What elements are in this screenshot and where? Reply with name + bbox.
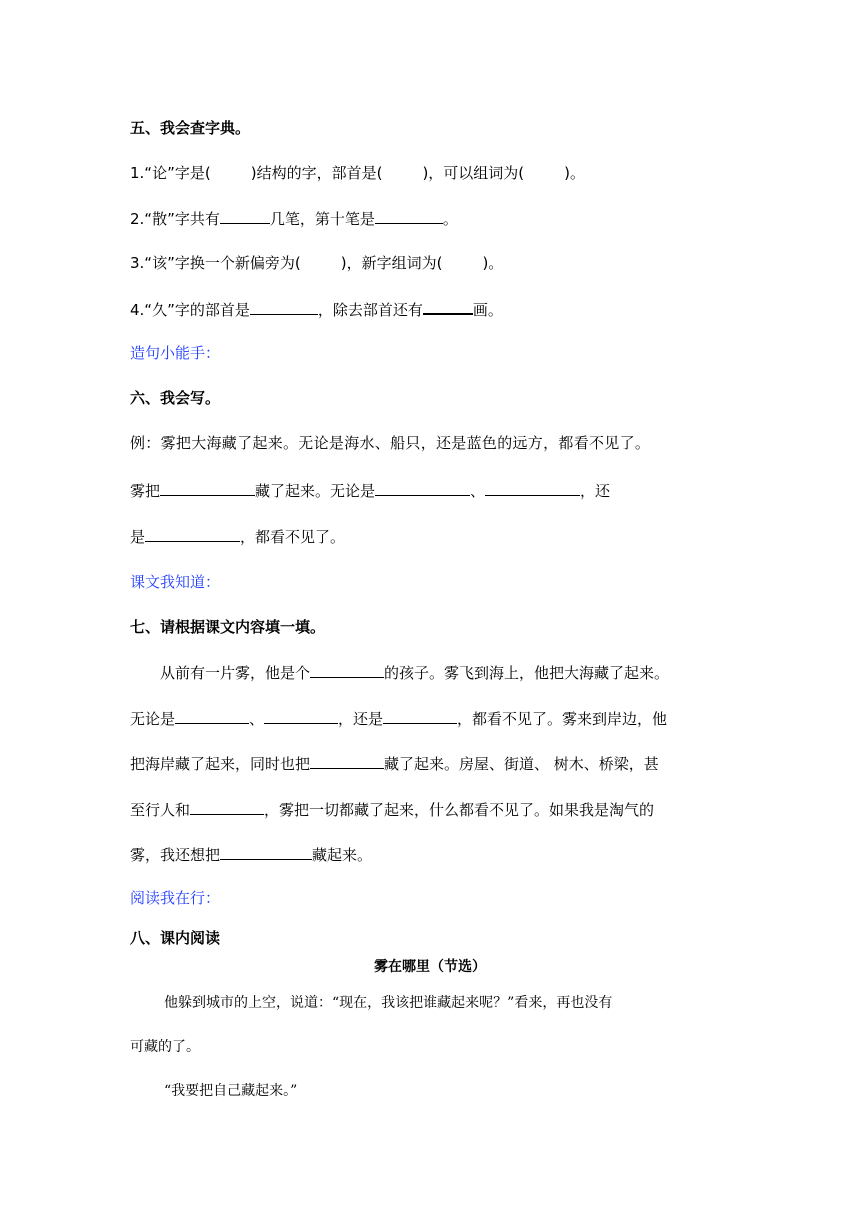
section7-title: 七、请根据课文内容填一填。 xyxy=(130,618,326,636)
q7-text: ，还是 xyxy=(338,710,384,728)
answer-blank[interactable] xyxy=(175,708,249,724)
passage-title: 雾在哪里（节选） xyxy=(374,959,486,975)
heading-reading: 阅读我在行： xyxy=(130,889,221,907)
q7-text: 无论是 xyxy=(130,710,176,728)
q5-3-text-a: 3.“该”字换一个新偏旁为( xyxy=(130,254,301,272)
answer-blank[interactable] xyxy=(220,208,270,224)
q5-3-text-b: )，新字组词为( xyxy=(340,254,443,272)
answer-blank[interactable] xyxy=(264,708,338,724)
q5-2-text-c: 。 xyxy=(442,210,458,228)
q7-para-line1 xyxy=(160,662,669,683)
answer-blank[interactable] xyxy=(250,299,318,315)
passage-para2: “我要把自己藏起来。” xyxy=(164,1083,298,1099)
q6-text-c: 、 xyxy=(470,482,486,500)
q7-para-line2 xyxy=(130,708,667,729)
q5-1-text-b: )结构的字，部首是( xyxy=(250,164,383,182)
answer-blank[interactable] xyxy=(190,799,264,815)
q5-4-text-b: ，除去部首还有 xyxy=(317,301,423,319)
q7-para-line5 xyxy=(130,844,372,865)
q6-text-f: ，都看不见了。 xyxy=(240,528,346,546)
answer-blank[interactable] xyxy=(160,480,255,496)
q7-text: ，都看不见了。雾来到岸边，他 xyxy=(457,710,668,728)
q5-1-text-c: )，可以组词为( xyxy=(422,164,525,182)
q7-text: 至行人和 xyxy=(130,801,191,819)
q6-line2 xyxy=(130,526,345,547)
q7-text: ，雾把一切都藏了起来，什么都看不见了。如果我是淘气的 xyxy=(264,801,655,819)
section8-title: 八、课内阅读 xyxy=(130,929,221,947)
q5-3-text-c: )。 xyxy=(482,254,504,272)
answer-blank[interactable] xyxy=(220,844,312,860)
q5-2-text-b: 几笔，第十笔是 xyxy=(269,210,375,228)
q5-4 xyxy=(130,298,503,320)
q5-1 xyxy=(130,163,585,183)
answer-blank[interactable] xyxy=(485,480,580,496)
q7-text: 把海岸藏了起来，同时也把 xyxy=(130,755,311,773)
answer-blank[interactable] xyxy=(375,208,443,224)
section5-title: 五、我会查字典。 xyxy=(130,119,251,137)
answer-blank[interactable] xyxy=(375,480,470,496)
q6-text-d: ，还 xyxy=(580,482,611,500)
passage-para1-line1: 他躲到城市的上空，说道：“现在，我该把谁藏起来呢？”看来，再也没有 xyxy=(164,995,613,1011)
q5-1-text-a: 1.“论”字是( xyxy=(130,164,211,182)
q5-4-text-a: 4.“久”字的部首是 xyxy=(130,301,250,319)
q7-text: 藏起来。 xyxy=(312,846,373,864)
q7-para-line4 xyxy=(130,799,654,820)
q5-1-text-d: )。 xyxy=(564,164,586,182)
q6-text-e: 是 xyxy=(130,528,146,546)
answer-blank[interactable] xyxy=(423,298,473,315)
example-sentence: 例：雾把大海藏了起来。无论是海水、船只，还是蓝色的远方，都看不见了。 xyxy=(130,434,651,452)
answer-blank[interactable] xyxy=(310,753,384,769)
q5-3 xyxy=(130,253,503,273)
q7-text: 从前有一片雾，他是个 xyxy=(160,664,311,682)
answer-blank[interactable] xyxy=(310,662,384,678)
answer-blank[interactable] xyxy=(383,708,457,724)
heading-sentence-maker: 造句小能手： xyxy=(130,344,221,362)
heading-text-knowledge: 课文我知道： xyxy=(130,573,221,591)
q6-text-b: 藏了起来。无论是 xyxy=(255,482,376,500)
q5-2-text-a: 2.“散”字共有 xyxy=(130,210,220,228)
q5-4-text-c: 画。 xyxy=(472,301,503,319)
q7-para-line3 xyxy=(130,753,659,774)
q7-text: 、 xyxy=(249,710,265,728)
q6-line1 xyxy=(130,480,610,501)
q7-text: 藏了起来。房屋、街道、 树木、桥梁，甚 xyxy=(384,755,659,773)
passage-para1-line2: 可藏的了。 xyxy=(130,1039,200,1055)
q7-text: 的孩子。雾飞到海上，他把大海藏了起来。 xyxy=(384,664,670,682)
q5-2 xyxy=(130,208,458,229)
q6-text-a: 雾把 xyxy=(130,482,161,500)
answer-blank[interactable] xyxy=(145,526,240,542)
section6-title: 六、我会写。 xyxy=(130,389,221,407)
q7-text: 雾，我还想把 xyxy=(130,846,221,864)
